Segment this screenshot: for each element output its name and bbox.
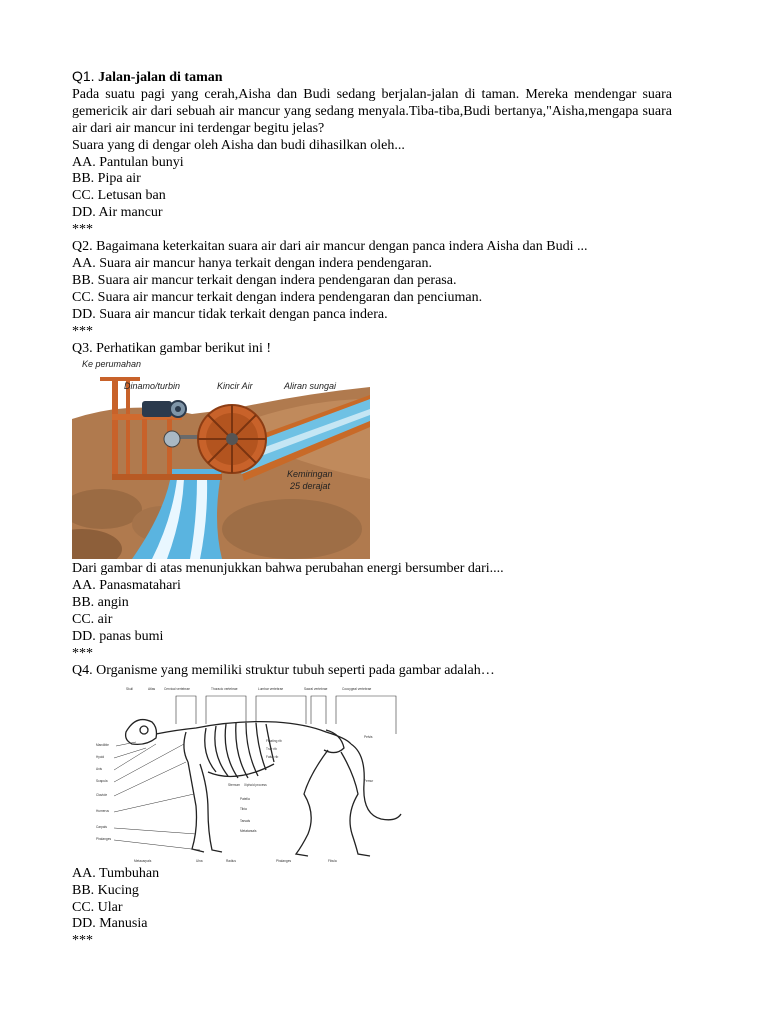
label-top: Lumbar vertebrae xyxy=(258,686,284,691)
separator: *** xyxy=(72,645,93,661)
label-left: Phalanges xyxy=(96,836,112,841)
q3-option-b: BB. angin xyxy=(72,595,129,611)
label-derajat: 25 derajat xyxy=(290,481,331,492)
label-middle: Metatarsals xyxy=(240,828,257,833)
separator: *** xyxy=(72,222,93,238)
label-left: Carpals xyxy=(96,824,107,829)
label-middle: Sternum xyxy=(228,782,241,787)
q1-number: Q1. xyxy=(72,68,95,84)
label-kincir: Kincir Air xyxy=(217,381,253,392)
q1-option-d: DD. Air mancur xyxy=(72,205,163,221)
label-bottom: Radius xyxy=(226,858,236,863)
label-bottom: Fibula xyxy=(328,858,337,863)
separator: *** xyxy=(72,323,93,339)
q1-option-b: BB. Pipa air xyxy=(72,171,141,187)
label-kemiringan: Kemiringan xyxy=(287,469,333,480)
label-dinamo: Dinamo/turbin xyxy=(124,381,181,392)
label-left: Mandible xyxy=(96,742,109,747)
q4-option-a: AA. Tumbuhan xyxy=(72,865,160,881)
label-left: Humerus xyxy=(96,808,109,813)
q4-option-c: CC. Ular xyxy=(72,899,123,915)
label-right: Femur xyxy=(364,778,374,783)
label-bottom: Ulna xyxy=(196,858,203,863)
q1-option-a: AA. Pantulan bunyi xyxy=(72,154,184,170)
q3-option-a: AA. Panasmatahari xyxy=(72,578,181,594)
q1-option-c: CC. Letusan ban xyxy=(72,188,166,204)
q2-option-b: BB. Suara air mancur terkait dengan indera pendengaran dan perasa. xyxy=(72,272,457,288)
q3-prompt: Dari gambar di atas menunjukkan bahwa perubahan energi bersumber dari.... xyxy=(72,561,504,577)
label-aliran: Aliran sungai xyxy=(284,381,337,392)
document-page xyxy=(72,68,672,950)
label-middle: Patella xyxy=(240,796,250,801)
label-middle: Xiphoid process xyxy=(244,782,267,787)
label-left: Hyoid xyxy=(96,754,105,759)
q2-question: Q2. Bagaimana keterkaitan suara air dari air mancur dengan panca indera Aisha dan Budi ... xyxy=(72,239,588,255)
label-right: Pelvis xyxy=(364,734,373,739)
q1-question: Suara yang di dengar oleh Aisha dan budi dihasilkan oleh... xyxy=(72,137,405,153)
q4-question: Q4. Organisme yang memiliki struktur tubuh seperti pada gambar adalah… xyxy=(72,662,495,678)
label-top: Sacral vertebrae xyxy=(304,686,328,691)
q1-heading xyxy=(72,68,672,87)
separator: *** xyxy=(72,933,93,949)
label-middle: Tarsals xyxy=(240,818,251,823)
q4-option-d: DD. Manusia xyxy=(72,916,148,932)
label-top: Thoracic vertebrae xyxy=(211,686,238,691)
q1-paragraph: Pada suatu pagi yang cerah,Aisha dan Budi sedang berjalan-jalan di taman. Mereka mendengar suara gemericik air dari sebuah air mancur yang sedang menyala.Tiba-tiba,Budi bertanya,"Aisha,mengapa suara air dari air mancur ini terdengar begitu jelas? xyxy=(72,86,672,136)
label-bottom: Metacarpals xyxy=(134,858,152,863)
label-middle: False rib xyxy=(266,754,279,759)
label-left: Axis xyxy=(96,766,103,771)
q3-option-c: CC. air xyxy=(72,612,113,628)
cat-skeleton-diagram xyxy=(96,684,406,864)
q2-option-c: CC. Suara air mancur terkait dengan indera pendengaran dan penciuman. xyxy=(72,289,483,305)
q2-option-d: DD. Suara air mancur tidak terkait dengan panca indera. xyxy=(72,306,388,322)
waterwheel-illustration xyxy=(72,359,370,559)
q4-option-b: BB. Kucing xyxy=(72,882,139,898)
q2-option-a: AA. Suara air mancur hanya terkait dengan indera pendengaran. xyxy=(72,255,432,271)
label-top: Atlas xyxy=(148,686,156,691)
label-middle: Tibia xyxy=(240,806,247,811)
label-middle: True rib xyxy=(266,746,277,751)
label-ke-perumahan: Ke perumahan xyxy=(82,359,142,370)
label-left: Scapula xyxy=(96,778,108,783)
label-top: Skull xyxy=(126,686,133,691)
q3-question: Q3. Perhatikan gambar berikut ini ! xyxy=(72,340,272,356)
label-left: Clavicle xyxy=(96,792,108,797)
label-bottom: Phalanges xyxy=(276,858,292,863)
label-top: Cervical vertebrae xyxy=(164,686,190,691)
q1-title: Jalan-jalan di taman xyxy=(98,70,223,85)
q3-option-d: DD. panas bumi xyxy=(72,629,164,645)
label-top: Coccygeal vertebrae xyxy=(342,686,372,691)
label-middle: Floating rib xyxy=(266,738,282,743)
